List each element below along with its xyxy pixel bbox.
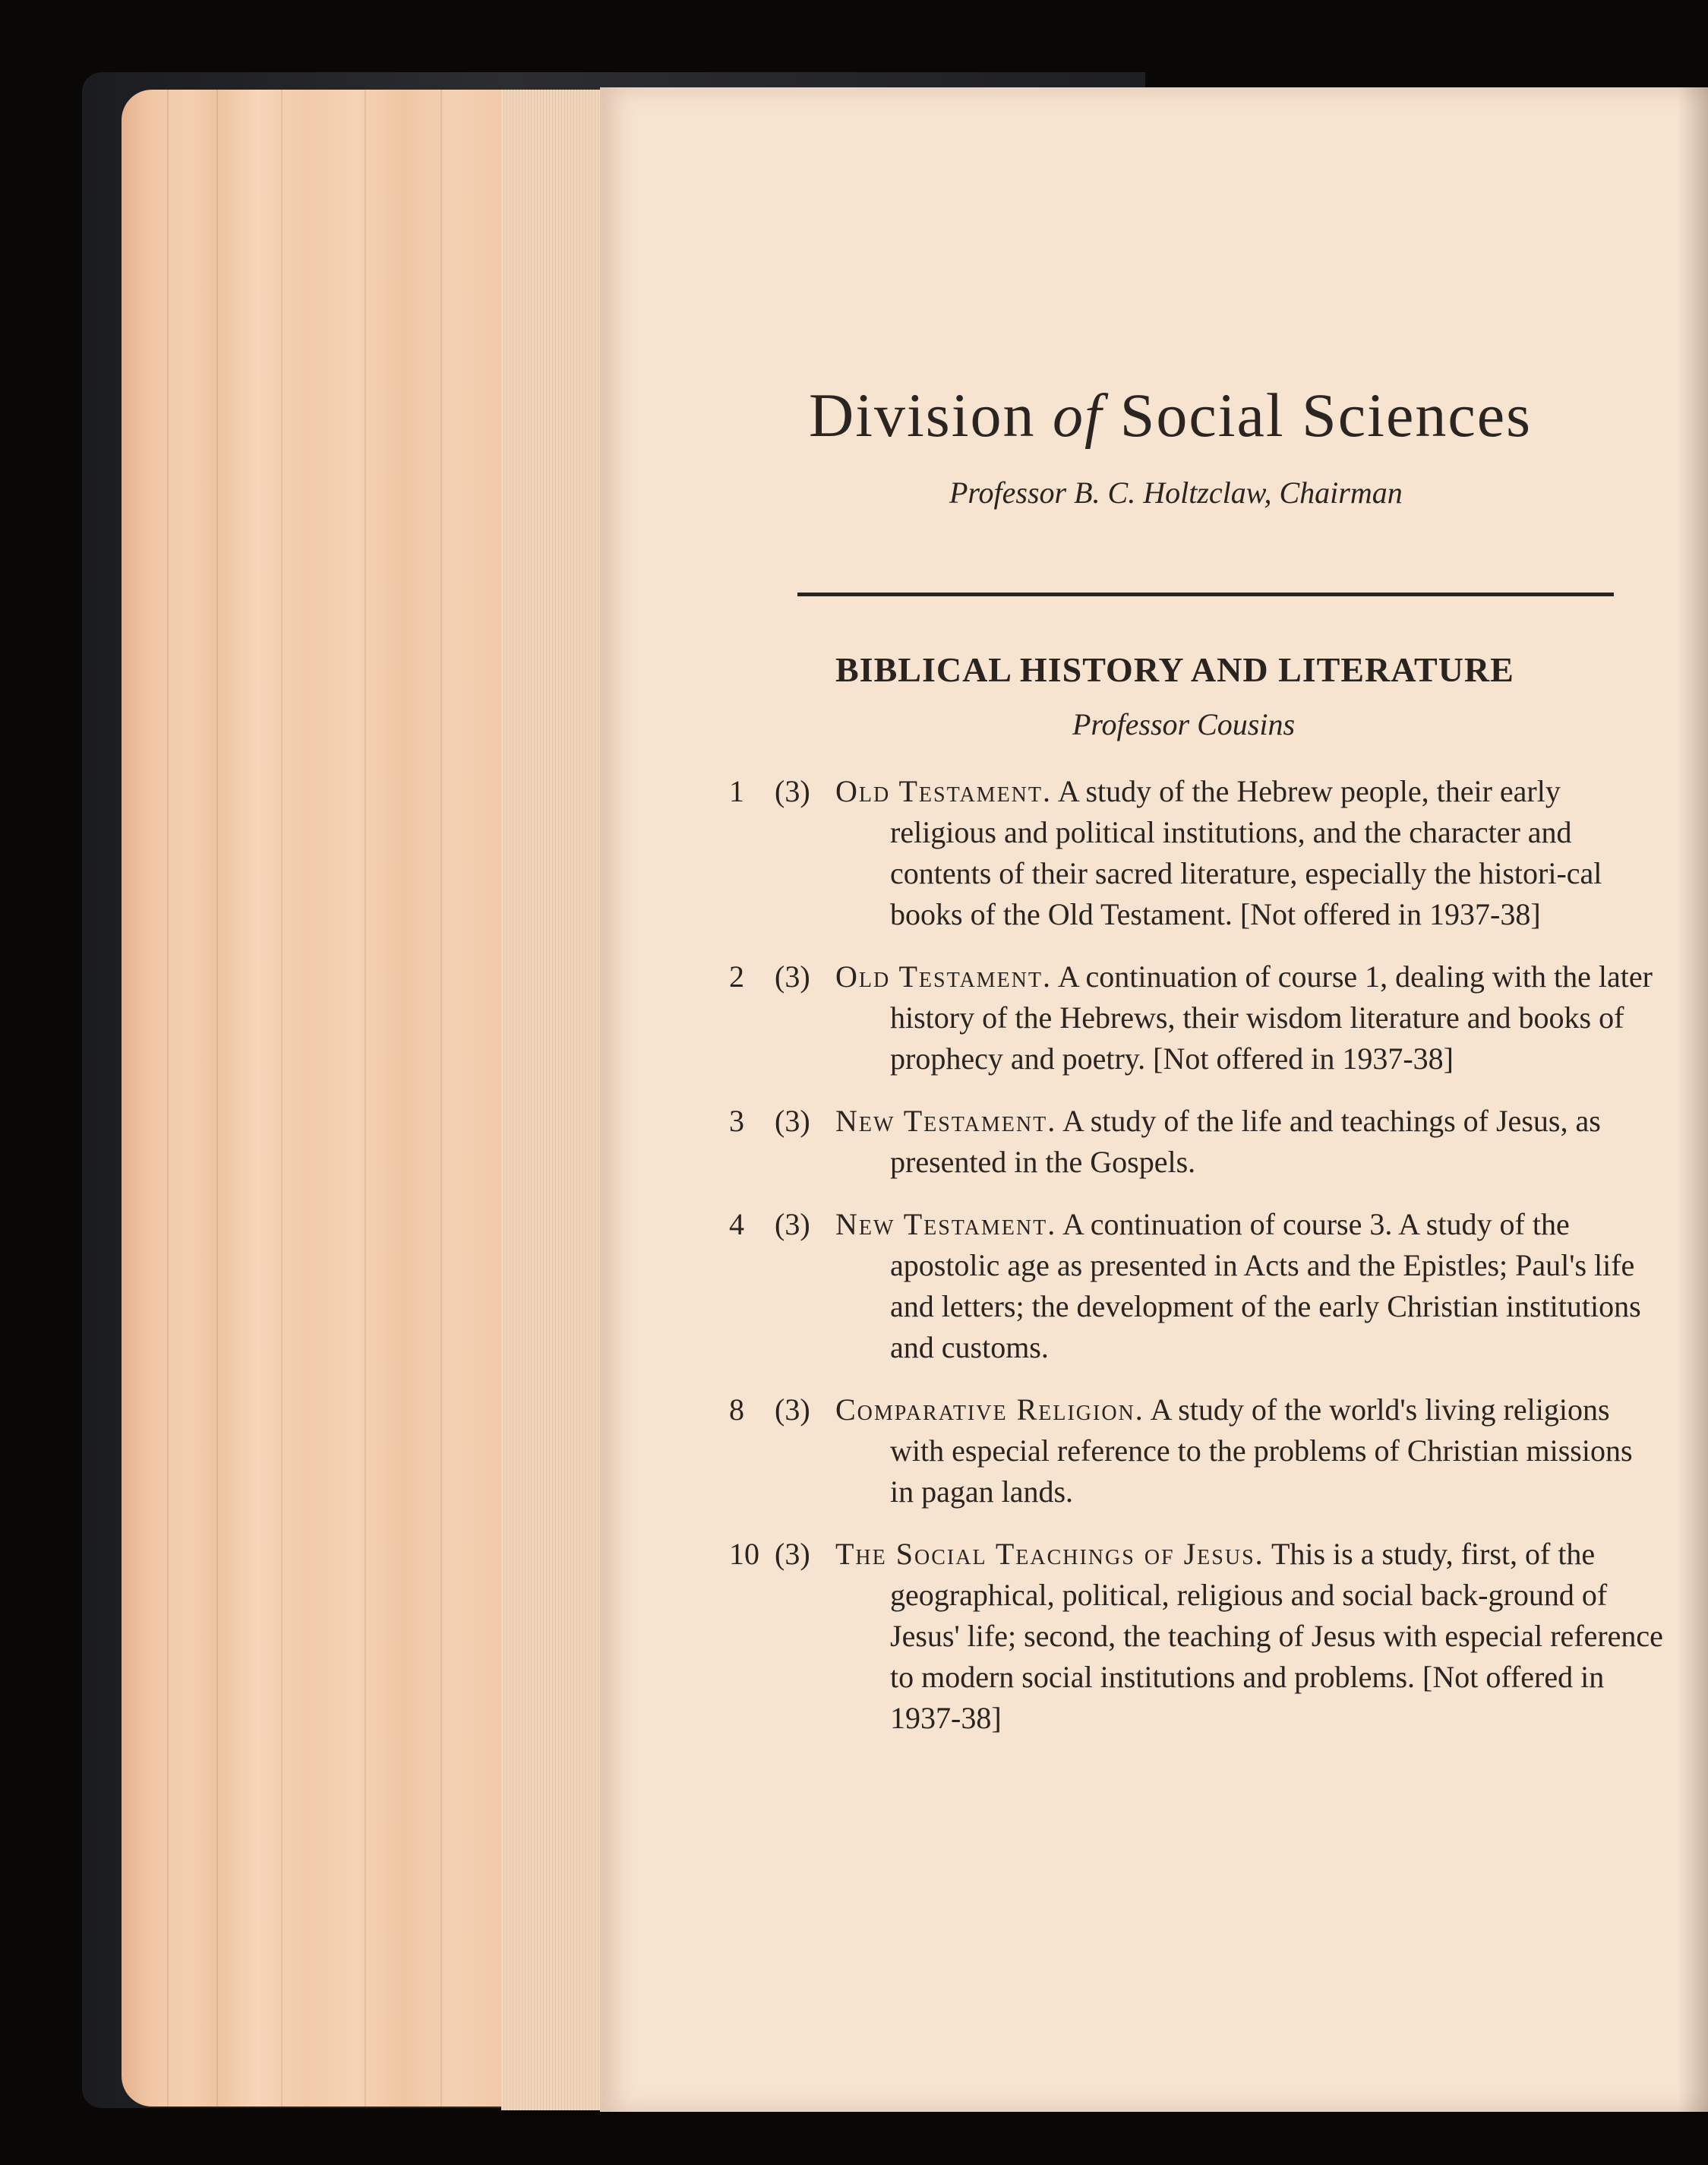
division-title-part2: Social Sciences bbox=[1119, 381, 1533, 450]
division-title-part1: Division bbox=[809, 381, 1036, 450]
course-credits: (3) bbox=[775, 1392, 810, 1427]
course-entry bbox=[729, 1204, 1663, 1368]
department-heading: BIBLICAL HISTORY AND LITERATURE bbox=[835, 650, 1514, 689]
course-credits: (3) bbox=[775, 774, 810, 808]
course-number: 3 bbox=[729, 1104, 744, 1138]
divider-rule bbox=[797, 593, 1614, 596]
course-title: New Testament. bbox=[835, 1207, 1057, 1241]
course-list bbox=[729, 771, 1663, 1760]
course-number: 2 bbox=[729, 959, 744, 994]
course-credits: (3) bbox=[775, 1537, 810, 1571]
course-entry bbox=[729, 1389, 1663, 1512]
division-title-of: of bbox=[1052, 383, 1103, 450]
course-entry bbox=[729, 956, 1663, 1079]
course-number: 1 bbox=[729, 774, 744, 808]
course-description: A continuation of course 3. A study of the apostolic age as presented in Acts and the Epistles; Paul's life and letters; the development of the early Christian institutions and customs. bbox=[890, 1207, 1641, 1364]
page-divider bbox=[216, 90, 218, 2107]
course-entry bbox=[729, 1534, 1663, 1739]
page-divider bbox=[167, 90, 169, 2107]
course-number: 4 bbox=[729, 1207, 744, 1241]
course-title: Old Testament. bbox=[835, 774, 1053, 808]
course-credits: (3) bbox=[775, 1104, 810, 1138]
page-divider bbox=[440, 90, 442, 2107]
division-chairman: Professor B. C. Holtzclaw, Chairman bbox=[949, 476, 1403, 510]
course-number: 8 bbox=[729, 1392, 744, 1427]
page-divider bbox=[365, 90, 366, 2107]
course-entry bbox=[729, 1101, 1663, 1183]
course-title: Old Testament. bbox=[835, 959, 1053, 994]
course-title: The Social Teachings of Jesus. bbox=[835, 1537, 1264, 1571]
course-credits: (3) bbox=[775, 1207, 810, 1241]
page-divider bbox=[281, 90, 283, 2107]
course-title: Comparative Religion. bbox=[835, 1392, 1144, 1427]
course-entry bbox=[729, 771, 1663, 935]
page-shadow bbox=[1678, 87, 1708, 2112]
division-title bbox=[809, 380, 1644, 451]
course-credits: (3) bbox=[775, 959, 810, 994]
course-description: A study of the world's living religions with especial reference to the problems of Christian missions in pagan lands. bbox=[890, 1392, 1633, 1509]
course-description: A study of the life and teachings of Jesus, as presented in the Gospels. bbox=[890, 1104, 1601, 1179]
course-number: 10 bbox=[729, 1537, 759, 1571]
department-professor: Professor Cousins bbox=[1072, 707, 1296, 741]
course-description: A continuation of course 1, dealing with the later history of the Hebrews, their wisdom literature and books of prophecy and poetry. [Not offered in 1937-38] bbox=[890, 959, 1653, 1076]
course-description: A study of the Hebrew people, their early religious and political institutions, and the character and contents of their sacred literature, especially the histori-cal books of the Old Testament. [Not offered in 1937-38] bbox=[890, 774, 1602, 931]
course-description: This is a study, first, of the geographical, political, religious and social back-ground of Jesus' life; second, the teaching of Jesus with especial reference to modern social institutions and problems. [Not offered in 1937-38] bbox=[890, 1537, 1663, 1735]
course-title: New Testament. bbox=[835, 1104, 1057, 1138]
page-edge bbox=[501, 90, 600, 2110]
